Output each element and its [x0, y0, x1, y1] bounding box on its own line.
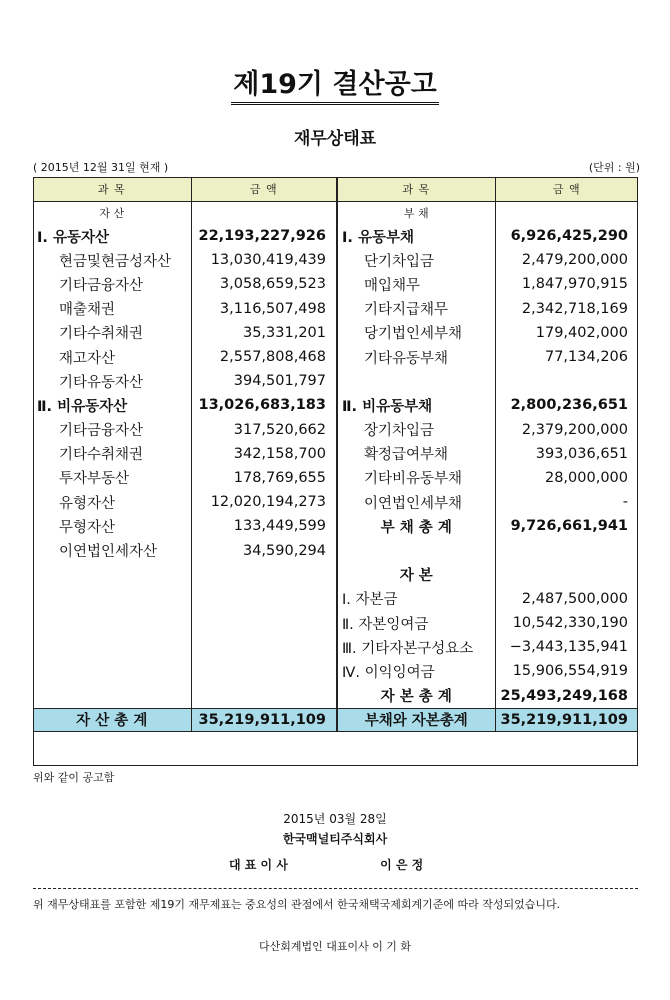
representative-name: 이 은 정 — [380, 858, 424, 872]
table-row — [33, 611, 638, 635]
footnote: 위 재무상태표를 포함한 제19기 재무제표는 중요성의 관점에서 한국채택국제회계기준에 따라 작성되었습니다. — [33, 898, 561, 911]
table-row — [33, 321, 638, 345]
table-row — [33, 297, 638, 321]
table-row — [33, 272, 638, 296]
total-liab-equity-amount: 35,219,911,109 — [495, 708, 638, 731]
equity-item-label: Ⅱ. 자본잉여금 — [337, 611, 495, 635]
noncurrent-assets-amount: 13,026,683,183 — [191, 393, 337, 417]
representative — [229, 856, 423, 873]
equity-item-amount: 10,542,330,190 — [512, 615, 628, 632]
line-item-amount: 393,036,651 — [535, 445, 628, 462]
line-item-amount: 35,331,201 — [191, 321, 337, 345]
line-item-label: 기타비유동부채 — [337, 466, 495, 490]
liabilities-section-label: 부 채 — [337, 202, 495, 225]
unit-label: (단위 : 원) — [588, 161, 640, 174]
table-row — [33, 563, 638, 587]
table-row — [33, 224, 638, 248]
equity-section-label: 자 본 — [337, 563, 495, 587]
line-item-amount: 2,479,200,000 — [521, 252, 628, 269]
equity-item-amount: −3,443,135,941 — [509, 639, 628, 656]
table-header-row — [33, 177, 638, 202]
line-item-amount: 34,590,294 — [191, 538, 337, 562]
line-item-amount: 13,030,419,439 — [191, 248, 337, 272]
line-item-label: 기타금융자산 — [33, 418, 191, 442]
current-assets-label: Ⅰ. 유동자산 — [33, 224, 191, 248]
header-item: 과 목 — [337, 177, 495, 202]
table-row — [33, 635, 638, 659]
line-item-label: 무형자산 — [33, 514, 191, 538]
line-item-label: 현금및현금성자산 — [33, 248, 191, 272]
line-item-label: 유형자산 — [33, 490, 191, 514]
table-row — [33, 490, 638, 514]
noncurrent-liabilities-label: Ⅱ. 비유동부채 — [337, 393, 495, 417]
table-row — [33, 248, 638, 272]
total-liab-equity-label: 부채와 자본총계 — [337, 708, 495, 731]
table-row — [33, 538, 638, 562]
table-row — [33, 514, 638, 538]
current-assets-amount: 22,193,227,926 — [191, 224, 337, 248]
representative-title: 대 표 이 사 — [229, 858, 288, 872]
line-item-label: 확정급여부채 — [337, 442, 495, 466]
header-item: 과 목 — [33, 177, 191, 202]
auditor-line: 다산회계법인 대표이사 이 기 화 — [258, 940, 412, 953]
table-row — [33, 369, 638, 393]
line-item-amount: 2,379,200,000 — [521, 421, 628, 438]
line-item-amount: 2,342,718,169 — [521, 300, 628, 317]
statement-title: 재무상태표 — [293, 129, 377, 149]
line-item-amount: 178,769,655 — [191, 466, 337, 490]
total-assets-amount: 35,219,911,109 — [191, 708, 337, 731]
line-item-amount: 3,058,659,523 — [191, 272, 337, 296]
line-item-label: 기타수취채권 — [33, 442, 191, 466]
line-item-label: 투자부동산 — [33, 466, 191, 490]
announcement-date: 2015년 03월 28일 — [283, 812, 387, 826]
balance-sheet-table — [33, 177, 638, 732]
line-item-label: 매입채무 — [337, 272, 495, 296]
grand-total-row — [33, 708, 638, 731]
line-item-amount: 2,557,808,468 — [191, 345, 337, 369]
equity-total-amount: 25,493,249,168 — [500, 687, 628, 704]
liabilities-total-amount: 9,726,661,941 — [510, 518, 628, 535]
table-row — [33, 393, 638, 417]
noncurrent-liabilities-amount: 2,800,236,651 — [510, 397, 628, 414]
line-item-label: 이연법인세자산 — [33, 538, 191, 562]
line-item-label: 기타금융자산 — [33, 272, 191, 296]
equity-total-label: 자 본 총 계 — [337, 684, 495, 709]
table-row — [33, 442, 638, 466]
table-row — [33, 466, 638, 490]
line-item-label: 단기차입금 — [337, 248, 495, 272]
line-item-label: 매출채권 — [33, 297, 191, 321]
line-item-amount: 317,520,662 — [191, 418, 337, 442]
line-item-amount: - — [622, 494, 628, 511]
line-item-label: 기타유동자산 — [33, 369, 191, 393]
equity-item-amount: 2,487,500,000 — [521, 590, 628, 607]
line-item-amount: 394,501,797 — [191, 369, 337, 393]
line-item-label: 당기법인세부채 — [337, 321, 495, 345]
line-item-label: 이연법인세부채 — [337, 490, 495, 514]
current-liabilities-label: Ⅰ. 유동부채 — [337, 224, 495, 248]
total-assets-label: 자 산 총 계 — [33, 708, 191, 731]
line-item-label: 기타수취채권 — [33, 321, 191, 345]
table-row — [33, 659, 638, 683]
assets-section-label: 자 산 — [33, 202, 191, 225]
divider — [33, 888, 638, 889]
table-row — [33, 684, 638, 709]
table-row — [33, 345, 638, 369]
line-item-label: 기타지급채무 — [337, 297, 495, 321]
header-amount: 금 액 — [495, 177, 638, 202]
current-liabilities-amount: 6,926,425,290 — [510, 228, 628, 245]
line-item-amount: 179,402,000 — [535, 324, 628, 341]
line-item-amount: 133,449,599 — [191, 514, 337, 538]
line-item-amount: 3,116,507,498 — [191, 297, 337, 321]
noncurrent-assets-label: Ⅱ. 비유동자산 — [33, 393, 191, 417]
equity-item-label: Ⅰ. 자본금 — [337, 587, 495, 611]
equity-item-label: Ⅲ. 기타자본구성요소 — [337, 635, 495, 659]
table-row — [33, 587, 638, 611]
header-amount: 금 액 — [191, 177, 337, 202]
line-item-label: 재고자산 — [33, 345, 191, 369]
announcement-title: 제19기 결산공고 — [0, 62, 670, 101]
liabilities-total-label: 부 채 총 계 — [337, 514, 495, 538]
company-name: 한국맥널티주식회사 — [282, 832, 388, 846]
equity-item-amount: 15,906,554,919 — [512, 663, 628, 680]
line-item-amount: 1,847,970,915 — [521, 276, 628, 293]
line-item-amount: 342,158,700 — [191, 442, 337, 466]
line-item-label: 장기차입금 — [337, 418, 495, 442]
table-row — [33, 202, 638, 225]
line-item-amount: 28,000,000 — [544, 469, 628, 486]
notice-text: 위와 같이 공고함 — [33, 771, 115, 784]
table-row — [33, 418, 638, 442]
line-item-amount: 77,134,206 — [544, 349, 628, 366]
as-of-date: ( 2015년 12월 31일 현재 ) — [33, 161, 169, 174]
line-item-amount: 12,020,194,273 — [191, 490, 337, 514]
equity-item-label: Ⅳ. 이익잉여금 — [337, 659, 495, 683]
line-item-label: 기타유동부채 — [337, 345, 495, 369]
